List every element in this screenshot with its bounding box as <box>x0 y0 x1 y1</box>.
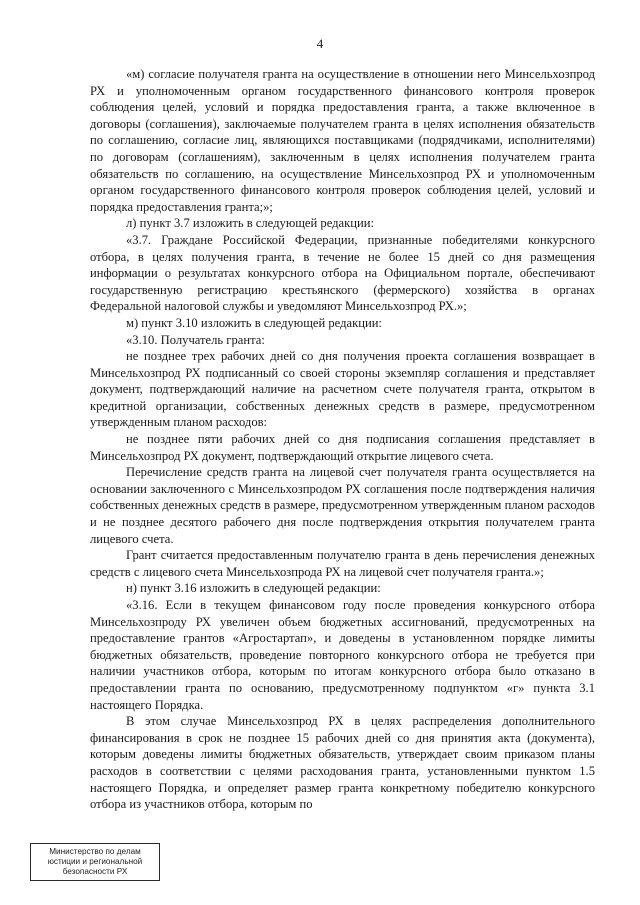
page-number: 4 <box>316 36 324 51</box>
stamp-line-2: юстиции и региональной <box>47 857 143 866</box>
document-body <box>90 66 595 813</box>
paragraph-3-16-text: «3.16. Если в текущем финансовом году после проведения конкурсного отбора Минсельхозпроду РХ увеличен объем бюджетных ассигнований, предусмотренных на предоставление грантов «Агростартап», и доведены в установленном порядке лимиты бюджетных обязательств, проведение повторного конкурсного отбора не требуется при наличии участников отбора, которым по итогам конкурсного отбора было отказано в предоставлении гранта по основанию, предусмотренному подпунктом «г» пункта 3.1 настоящего Порядка. <box>90 598 595 712</box>
paragraph-grant-provided: Грант считается предоставленным получателю гранта в день перечисления денежных средств с лицевого счета Минсельхозпрода РХ на лицевой счет получателя гранта.»; <box>90 548 595 579</box>
paragraph-3-7-text: «3.7. Граждане Российской Федерации, признанные победителями конкурсного отбора, в целях получения гранта, в течение не более 15 дней со дня размещения информации о результатах конкурсного отбора на Официальном портале, обеспечивают государственную регистрацию крестьянского (фермерского) хозяйства в органах Федеральной налоговой службы и уведомляют Минсельхозпрод РХ.»; <box>90 232 595 314</box>
stamp-line-1: Министерство по делам <box>49 847 141 856</box>
paragraph-m-consent: «м) согласие получателя гранта на осуществление в отношении него Минсельхозпрод РХ и уполномоченным органом государственного финансового контроля проверок соблюдения целей, условий и порядка предоставления гранта, а также включенное в договоры (соглашения), заключаемые получателем гранта в целях исполнения обязательств по соглашению, согласие лиц, являющихся поставщиками (подрядчиками, исполнителями) по договорам (соглашениям), заключенным в целях исполнения получателем гранта обязательств по соглашению, на осуществление Минсельхозпрод РХ и уполномоченным органом государственного финансового контроля проверок соблюдения целей, условий и порядка предоставления гранта;»; <box>90 67 595 214</box>
paragraph-m-clause-3-10: м) пункт 3.10 изложить в следующей редакции: <box>126 315 382 330</box>
paragraph-transfer-funds: Перечисление средств гранта на лицевой счет получателя гранта осуществляется на основании заключенного с Минсельхозпродом РХ соглашения после подтверждения наличия собственных денежных средств в размере, предусмотренном утвержденным планом расходов и не позднее десятого рабочего дня после подтверждения открытия получателем гранта лицевого счета. <box>90 465 595 546</box>
paragraph-l-clause-3-7: л) пункт 3.7 изложить в следующей редакции: <box>126 216 374 231</box>
paragraph-3-10-three-days: не позднее трех рабочих дней со дня получения проекта соглашения возвращает в Минсельхозпрод РХ подписанный со своей стороны экземпляр соглашения и представляет документ, подтверждающий наличие на расчетном счете получателя гранта, открытом в кредитной организации, собственных денежных средств в размере, предусмотренном утвержденным планом расходов: <box>90 349 595 430</box>
paragraph-additional-financing: В этом случае Минсельхозпрод РХ в целях распределения дополнительного финансирования в срок не позднее 15 рабочих дней со дня принятия акта (документа), которым доведены лимиты бюджетных обязательств, утверждает своим приказом планы расходов в соответствии с целями расходования гранта, установленными пунктом 1.5 настоящего Порядка, и определяет размер гранта конкретному победителю конкурсного отбора из участников отбора, которым по <box>90 714 595 812</box>
paragraph-3-10-heading: «3.10. Получатель гранта: <box>126 332 265 347</box>
paragraph-n-clause-3-16: н) пункт 3.16 изложить в следующей редакции: <box>126 581 381 596</box>
stamp-line-3: безопасности РХ <box>62 867 128 876</box>
ministry-stamp <box>30 843 160 881</box>
paragraph-3-10-five-days: не позднее пяти рабочих дней со дня подписания соглашения представляет в Минсельхозпрод РХ документ, подтверждающий открытие лицевого счета. <box>90 432 595 463</box>
